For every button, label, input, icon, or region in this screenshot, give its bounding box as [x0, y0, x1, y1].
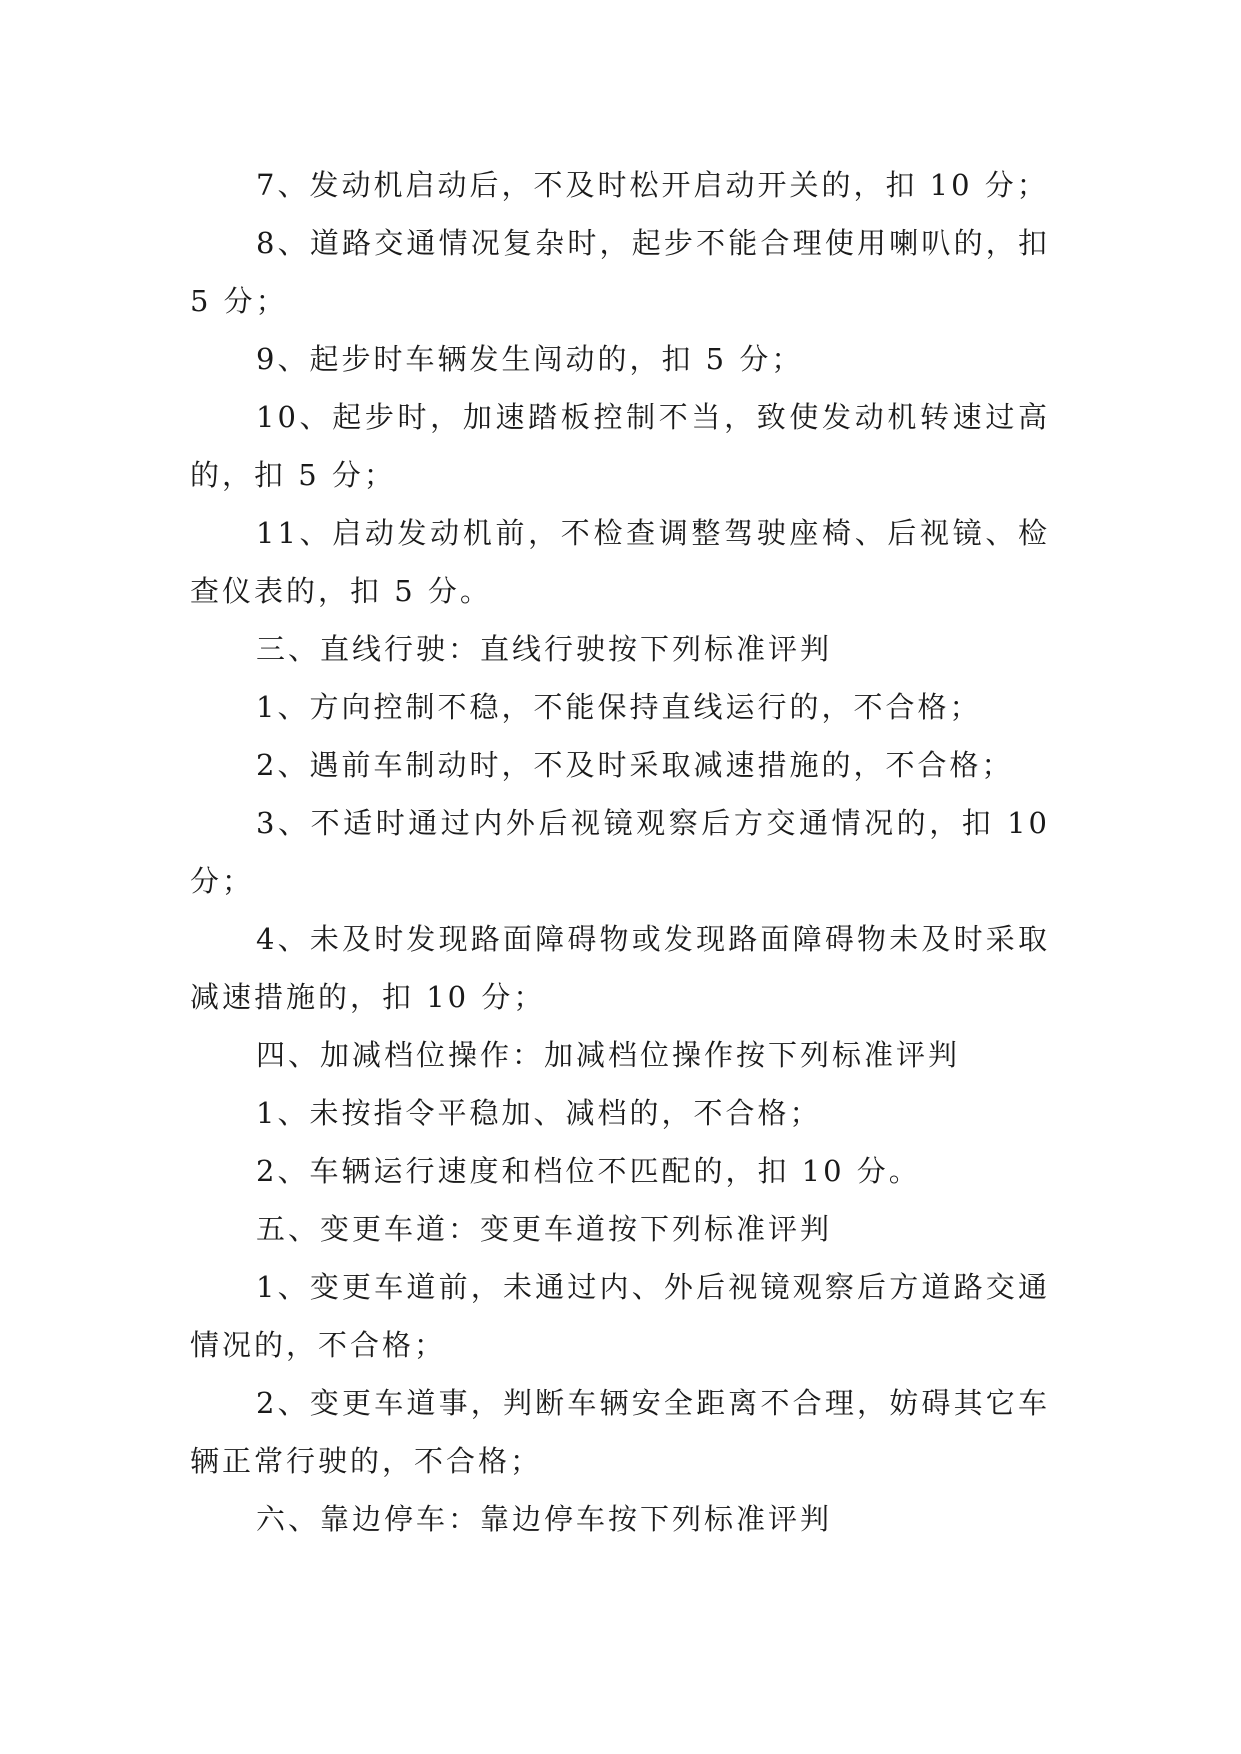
- section-5-item-2: 2、变更车道事，判断车辆安全距离不合理，妨碍其它车辆正常行驶的，不合格；: [190, 1386, 1050, 1478]
- section-3-item-3: 3、不适时通过内外后视镜观察后方交通情况的，扣 10 分；: [190, 806, 1050, 898]
- section-5-item-1: 1、变更车道前，未通过内、外后视镜观察后方道路交通情况的，不合格；: [190, 1270, 1050, 1362]
- paragraph-11: 11、启动发动机前，不检查调整驾驶座椅、后视镜、检查仪表的，扣 5 分。: [190, 516, 1050, 608]
- paragraph-7: 7、发动机启动后，不及时松开启动开关的，扣 10 分；: [256, 168, 1049, 202]
- section-3-item-2: 2、遇前车制动时，不及时采取减速措施的，不合格；: [256, 748, 1014, 782]
- paragraph-10: 10、起步时，加速踏板控制不当，致使发动机转速过高的，扣 5 分；: [190, 400, 1050, 492]
- section-heading-5: 五、变更车道：变更车道按下列标准评判: [256, 1212, 833, 1246]
- section-heading-4: 四、加减档位操作：加减档位操作按下列标准评判: [256, 1038, 961, 1072]
- section-3-item-4: 4、未及时发现路面障碍物或发现路面障碍物未及时采取减速措施的，扣 10 分；: [190, 922, 1050, 1014]
- section-heading-6: 六、靠边停车：靠边停车按下列标准评判: [256, 1502, 833, 1536]
- paragraph-9: 9、起步时车辆发生闯动的，扣 5 分；: [256, 342, 804, 376]
- section-4-item-2: 2、车辆运行速度和档位不匹配的，扣 10 分。: [256, 1154, 921, 1188]
- section-3-item-1: 1、方向控制不稳，不能保持直线运行的，不合格；: [256, 690, 982, 724]
- paragraph-8: 8、道路交通情况复杂时，起步不能合理使用喇叭的，扣 5 分；: [190, 226, 1050, 318]
- section-4-item-1: 1、未按指令平稳加、减档的，不合格；: [256, 1096, 822, 1130]
- document-body: [190, 156, 1050, 1548]
- section-heading-3: 三、直线行驶：直线行驶按下列标准评判: [256, 632, 833, 666]
